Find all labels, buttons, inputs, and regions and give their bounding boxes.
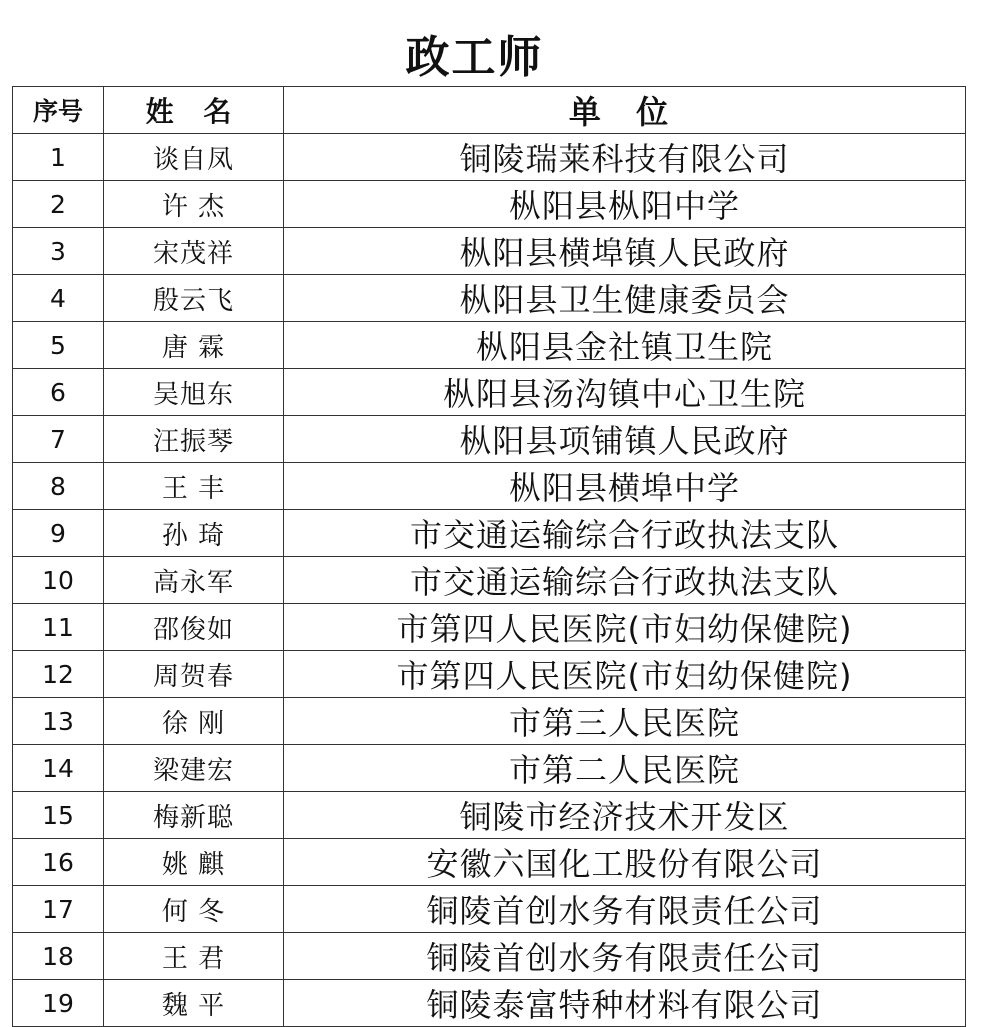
- roster-table: [12, 86, 966, 1027]
- row-serial-number: 9: [13, 510, 104, 557]
- table-row: [13, 228, 966, 275]
- row-serial-number: 3: [13, 228, 104, 275]
- row-unit: 枞阳县卫生健康委员会: [284, 275, 966, 322]
- row-unit: 市第四人民医院(市妇幼保健院): [284, 604, 966, 651]
- table-row: [13, 604, 966, 651]
- row-unit: 市交通运输综合行政执法支队: [284, 557, 966, 604]
- table-header: [13, 87, 966, 134]
- row-serial-number: 4: [13, 275, 104, 322]
- row-name: 邵俊如: [104, 604, 284, 651]
- row-name: 周贺春: [104, 651, 284, 698]
- table-row: [13, 134, 966, 181]
- row-serial-number: 6: [13, 369, 104, 416]
- row-name: 宋茂祥: [104, 228, 284, 275]
- row-serial-number: 5: [13, 322, 104, 369]
- row-name: 唐 霖: [104, 322, 284, 369]
- table-row: [13, 510, 966, 557]
- table-row: [13, 886, 966, 933]
- table-row: [13, 322, 966, 369]
- row-unit: 市第二人民医院: [284, 745, 966, 792]
- row-unit: 枞阳县枞阳中学: [284, 181, 966, 228]
- row-serial-number: 19: [13, 980, 104, 1027]
- row-serial-number: 16: [13, 839, 104, 886]
- row-name: 高永军: [104, 557, 284, 604]
- row-name: 王 丰: [104, 463, 284, 510]
- row-unit: 铜陵泰富特种材料有限公司: [284, 980, 966, 1027]
- table-row: [13, 369, 966, 416]
- table-row: [13, 698, 966, 745]
- row-unit: 安徽六国化工股份有限公司: [284, 839, 966, 886]
- row-unit: 枞阳县横埠镇人民政府: [284, 228, 966, 275]
- table-row: [13, 275, 966, 322]
- row-name: 谈自凤: [104, 134, 284, 181]
- row-serial-number: 15: [13, 792, 104, 839]
- table-row: [13, 557, 966, 604]
- row-name: 汪振琴: [104, 416, 284, 463]
- table-row: [13, 839, 966, 886]
- row-name: 许 杰: [104, 181, 284, 228]
- table-row: [13, 980, 966, 1027]
- header-name: 姓 名: [104, 87, 284, 134]
- table-row: [13, 181, 966, 228]
- header-row: [13, 87, 966, 134]
- row-serial-number: 10: [13, 557, 104, 604]
- row-name: 梅新聪: [104, 792, 284, 839]
- row-name: 何 冬: [104, 886, 284, 933]
- row-unit: 铜陵市经济技术开发区: [284, 792, 966, 839]
- table-row: [13, 933, 966, 980]
- document-title: 政工师: [405, 32, 544, 83]
- table-row: [13, 792, 966, 839]
- row-name: 殷云飞: [104, 275, 284, 322]
- row-serial-number: 18: [13, 933, 104, 980]
- row-name: 王 君: [104, 933, 284, 980]
- row-name: 梁建宏: [104, 745, 284, 792]
- row-unit: 市第三人民医院: [284, 698, 966, 745]
- row-serial-number: 1: [13, 134, 104, 181]
- row-serial-number: 11: [13, 604, 104, 651]
- header-unit: 单 位: [284, 87, 966, 134]
- header-serial-number: 序号: [13, 87, 104, 134]
- row-unit: 枞阳县汤沟镇中心卫生院: [284, 369, 966, 416]
- row-unit: 枞阳县金社镇卫生院: [284, 322, 966, 369]
- row-unit: 枞阳县横埠中学: [284, 463, 966, 510]
- row-unit: 市第四人民医院(市妇幼保健院): [284, 651, 966, 698]
- row-serial-number: 12: [13, 651, 104, 698]
- row-name: 孙 琦: [104, 510, 284, 557]
- row-name: 魏 平: [104, 980, 284, 1027]
- row-serial-number: 2: [13, 181, 104, 228]
- row-name: 徐 刚: [104, 698, 284, 745]
- table-body: [13, 134, 966, 1027]
- table-row: [13, 651, 966, 698]
- row-serial-number: 7: [13, 416, 104, 463]
- row-unit: 铜陵首创水务有限责任公司: [284, 933, 966, 980]
- table-row: [13, 745, 966, 792]
- row-serial-number: 14: [13, 745, 104, 792]
- row-unit: 铜陵首创水务有限责任公司: [284, 886, 966, 933]
- table-row: [13, 463, 966, 510]
- row-serial-number: 13: [13, 698, 104, 745]
- row-serial-number: 8: [13, 463, 104, 510]
- row-name: 姚 麒: [104, 839, 284, 886]
- row-serial-number: 17: [13, 886, 104, 933]
- row-name: 吴旭东: [104, 369, 284, 416]
- row-unit: 市交通运输综合行政执法支队: [284, 510, 966, 557]
- row-unit: 铜陵瑞莱科技有限公司: [284, 134, 966, 181]
- row-unit: 枞阳县项铺镇人民政府: [284, 416, 966, 463]
- table-row: [13, 416, 966, 463]
